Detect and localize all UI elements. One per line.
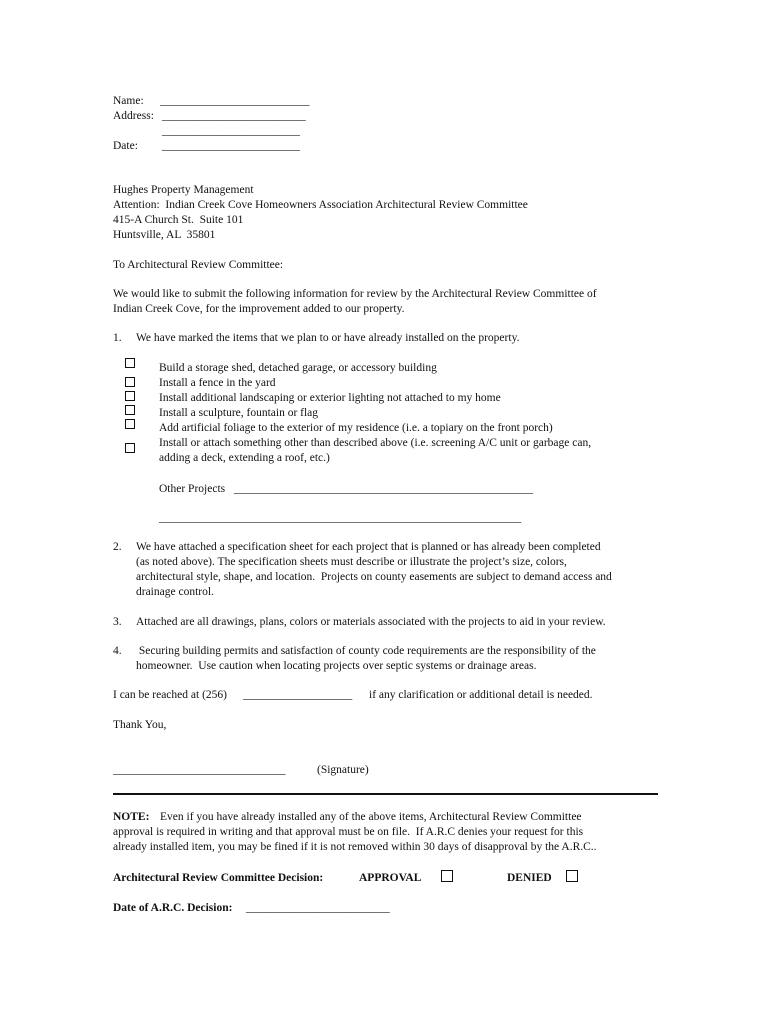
item-2-line-1: We have attached a specification sheet for each project that is planned or has already been completed xyxy=(136,541,601,553)
note-line-3: already installed item, you may be fined if it is not removed within 30 days of disapproval by the A.R.C.. xyxy=(113,841,597,853)
other-projects-field[interactable]: ____________________________________________________ xyxy=(234,483,533,495)
checklist-item-label: Add artificial foliage to the exterior of my residence (i.e. a topiary on the front porch) xyxy=(159,422,553,434)
signature-field[interactable]: ______________________________ xyxy=(113,764,286,776)
decision-label: Architectural Review Committee Decision: xyxy=(113,872,324,884)
item-2-line-4: drainage control. xyxy=(136,586,214,598)
denied-checkbox[interactable] xyxy=(566,870,578,882)
checklist-item-label: Install a fence in the yard xyxy=(159,377,276,389)
item-1-number: 1. xyxy=(113,332,122,344)
recipient-line-4: Huntsville, AL 35801 xyxy=(113,229,216,241)
checklist-item-label: Install or attach something other than described above (i.e. screening A/C unit or garbage can, xyxy=(159,437,592,449)
closing: Thank You, xyxy=(113,719,167,731)
item-2-number: 2. xyxy=(113,541,122,553)
denied-label: DENIED xyxy=(507,872,552,884)
date-field[interactable]: ________________________ xyxy=(162,140,300,152)
contact-suffix: if any clarification or additional detail is needed. xyxy=(369,689,593,701)
approval-checkbox[interactable] xyxy=(441,870,453,882)
item-2-line-2: (as noted above). The specification sheets must describe or illustrate the project’s size, colors, xyxy=(136,556,567,568)
item-4-line-2: homeowner. Use caution when locating projects over septic systems or drainage areas. xyxy=(136,660,537,672)
checklist-item-label: Install additional landscaping or exterior lighting not attached to my home xyxy=(159,392,501,404)
checkbox-other-install[interactable] xyxy=(125,443,135,453)
item-3-text: Attached are all drawings, plans, colors or materials associated with the projects to aid in your review. xyxy=(136,616,606,628)
signature-label: (Signature) xyxy=(317,764,369,776)
date-label: Date: xyxy=(113,140,138,152)
decision-date-label: Date of A.R.C. Decision: xyxy=(113,902,233,914)
intro-line-2: Indian Creek Cove, for the improvement added to our property. xyxy=(113,303,405,315)
name-label: Name: xyxy=(113,95,144,107)
approval-label: APPROVAL xyxy=(359,872,422,884)
decision-date-field[interactable]: _________________________ xyxy=(246,902,390,914)
divider xyxy=(113,793,658,795)
checkbox-fence[interactable] xyxy=(125,377,135,387)
item-4-number: 4. xyxy=(113,645,122,657)
intro-line-1: We would like to submit the following information for review by the Architectural Review Committee of xyxy=(113,288,597,300)
checkbox-landscaping[interactable] xyxy=(125,391,135,401)
address-field[interactable]: _________________________ xyxy=(162,110,306,122)
item-3-number: 3. xyxy=(113,616,122,628)
recipient-line-2: Attention: Indian Creek Cove Homeowners Association Architectural Review Committee xyxy=(113,199,528,211)
checkbox-sculpture[interactable] xyxy=(125,405,135,415)
other-projects-field-line2[interactable]: _______________________________________________________________ xyxy=(159,512,522,524)
contact-prefix: I can be reached at (256) xyxy=(113,689,227,701)
name-field[interactable]: __________________________ xyxy=(160,95,310,107)
recipient-line-3: 415-A Church St. Suite 101 xyxy=(113,214,244,226)
recipient-line-1: Hughes Property Management xyxy=(113,184,254,196)
item-2-line-3: architectural style, shape, and location. Projects on county easements are subject to demand access and xyxy=(136,571,612,583)
checkbox-artificial-foliage[interactable] xyxy=(125,419,135,429)
checklist-item-label-cont: adding a deck, extending a roof, etc.) xyxy=(159,452,330,464)
other-projects-label: Other Projects xyxy=(159,483,226,495)
item-4-line-1: Securing building permits and satisfaction of county code requirements are the responsibility of the xyxy=(136,645,596,657)
checkbox-storage-shed[interactable] xyxy=(125,358,135,368)
note-label: NOTE: xyxy=(113,811,150,823)
checklist-item-label: Install a sculpture, fountain or flag xyxy=(159,407,319,419)
address-label: Address: xyxy=(113,110,154,122)
address-field-line2[interactable]: ________________________ xyxy=(162,125,300,137)
salutation: To Architectural Review Committee: xyxy=(113,259,284,271)
note-line-1: Even if you have already installed any of the above items, Architectural Review Committee xyxy=(160,811,582,823)
note-line-2: approval is required in writing and that approval must be on file. If A.R.C denies your request for this xyxy=(113,826,584,838)
checklist-item-label: Build a storage shed, detached garage, or accessory building xyxy=(159,362,437,374)
item-1-text: We have marked the items that we plan to or have already installed on the property. xyxy=(136,332,520,344)
phone-field[interactable]: ___________________ xyxy=(243,689,353,701)
